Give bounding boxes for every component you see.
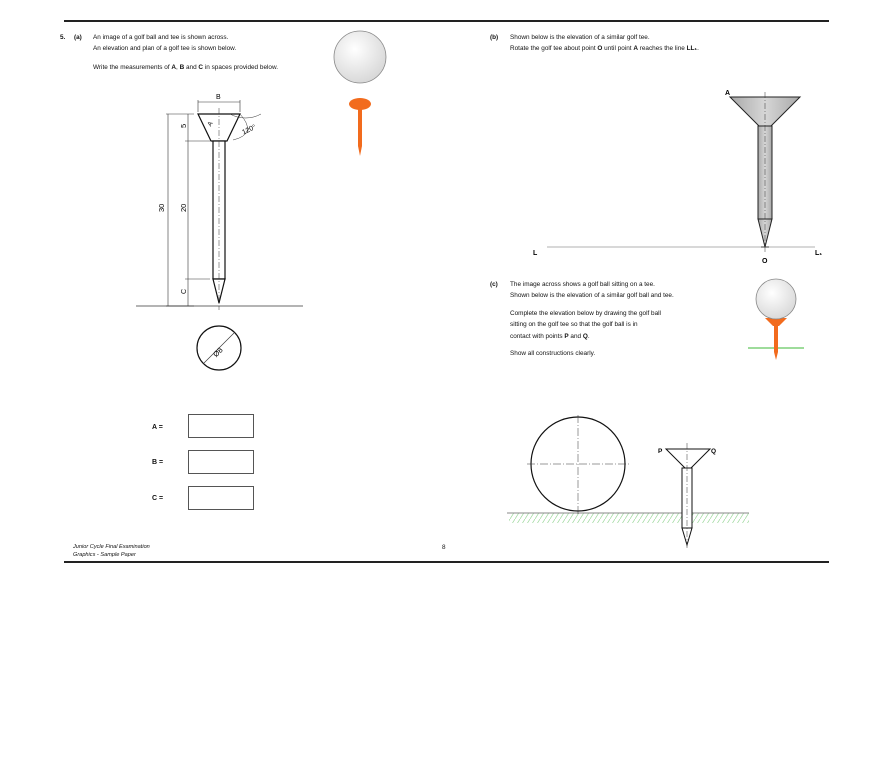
point-a-label: A xyxy=(725,90,731,97)
part-c-text-2: Shown below is the elevation of a similar golf ball and tee. xyxy=(510,292,674,299)
dim-diameter-label: Ø8 xyxy=(211,345,225,359)
dim-c-label: C xyxy=(181,288,188,294)
orange-tee-icon xyxy=(765,318,787,360)
part-b-label: (b) xyxy=(490,34,499,41)
part-c-text-1: The image across shows a golf ball sitting on a tee. xyxy=(510,281,655,288)
part-c-text-3: Complete the elevation below by drawing the golf ball xyxy=(510,310,661,317)
orange-tee-icon xyxy=(349,98,371,156)
point-o-label: O xyxy=(762,258,768,265)
answer-b-box[interactable] xyxy=(188,450,254,474)
answer-a-label: A = xyxy=(152,424,163,431)
answer-b-label: B = xyxy=(152,459,164,466)
part-b-tee-drawing xyxy=(525,86,830,271)
footer-line-2: Graphics - Sample Paper xyxy=(73,552,136,558)
part-c-label: (c) xyxy=(490,281,498,288)
bottom-rule xyxy=(64,561,829,563)
tee-elevation-drawing xyxy=(130,88,310,318)
part-a-text-3: Write the measurements of A, B and C in spaces provided below. xyxy=(93,64,279,71)
dim-5-label: 5 xyxy=(179,123,188,128)
dim-a-label: A xyxy=(206,120,215,128)
dim-b-label: B xyxy=(216,94,221,101)
golf-ball-icon xyxy=(334,31,386,83)
point-p-label: P xyxy=(658,448,663,455)
part-b-text-2: Rotate the golf tee about point O until point A reaches the line LL₁. xyxy=(510,45,699,52)
dim-20-label: 20 xyxy=(179,203,188,212)
answer-c-box[interactable] xyxy=(188,486,254,510)
part-c-elevation-drawing xyxy=(505,415,755,550)
dim-30-label: 30 xyxy=(157,203,166,212)
part-a-label: (a) xyxy=(74,34,82,41)
answer-a-box[interactable] xyxy=(188,414,254,438)
answer-c-label: C = xyxy=(152,495,164,502)
point-l1-label: L₁ xyxy=(815,250,823,257)
part-c-text-6: Show all constructions clearly. xyxy=(510,350,596,357)
dim-angle-label: 120° xyxy=(241,123,258,137)
point-l-label: L xyxy=(533,250,538,257)
golf-ball-tee-image xyxy=(330,30,390,160)
part-c-text-5: contact with points P and Q. xyxy=(510,333,590,340)
top-rule xyxy=(64,20,829,22)
part-c-text-4: sitting on the golf tee so that the golf ball is in xyxy=(510,321,638,328)
question-number: 5. xyxy=(60,34,66,41)
ball-on-tee-image xyxy=(748,278,806,364)
part-b-text-1: Shown below is the elevation of a similar golf tee. xyxy=(510,34,650,41)
page-number: 8 xyxy=(442,544,446,551)
footer-line-1: Junior Cycle Final Examination xyxy=(73,544,150,550)
tee-plan-circle xyxy=(196,325,244,373)
golf-ball-icon xyxy=(756,279,796,319)
part-a-text-1: An image of a golf ball and tee is shown across. xyxy=(93,34,229,41)
point-q-label: Q xyxy=(711,448,717,455)
part-a-text-2: An elevation and plan of a golf tee is shown below. xyxy=(93,45,237,52)
